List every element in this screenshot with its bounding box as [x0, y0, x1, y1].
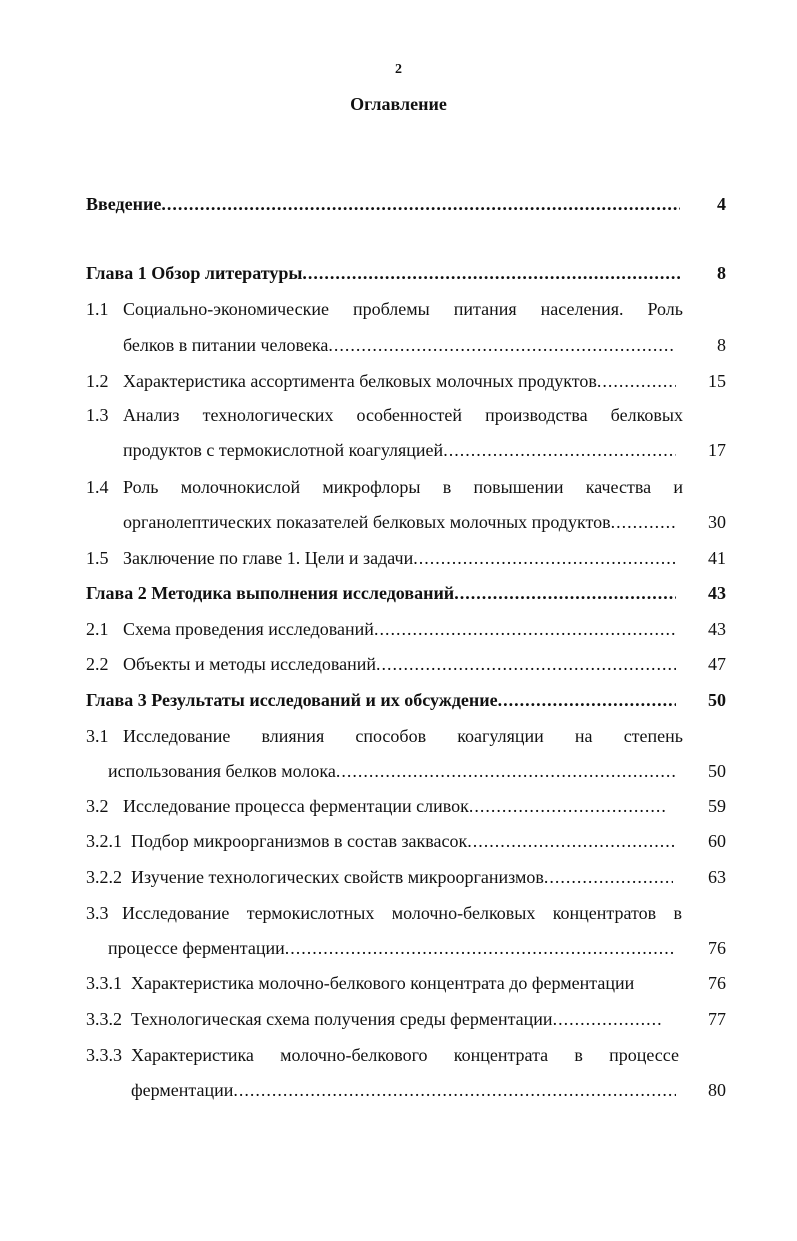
leader-dots	[498, 687, 676, 713]
toc-entry-label: Роль молочнокислой микрофлоры в повышении качества и	[123, 477, 683, 497]
leader-dots	[376, 651, 676, 677]
toc-page-number: 47	[708, 654, 726, 674]
toc-page-number: 77	[708, 1009, 726, 1029]
leader-dots	[413, 545, 676, 571]
toc-entry-label: продуктов с термокислотной коагуляцией	[123, 440, 444, 460]
toc-page-number: 30	[708, 512, 726, 532]
toc-section-number: 1.2	[86, 371, 109, 391]
toc-section-number: 3.3	[86, 903, 109, 923]
leader-dots	[469, 793, 668, 819]
toc-entry-chapter-2	[0, 580, 797, 606]
toc-entry-label: белков в питании человека	[123, 335, 329, 355]
leader-dots	[454, 580, 676, 606]
toc-section-number: 3.2.1	[86, 831, 122, 851]
toc-section-number: 1.4	[86, 477, 109, 497]
toc-section-number: 1.3	[86, 405, 109, 425]
toc-section-number: 2.1	[86, 619, 109, 639]
toc-entry-label: Подбор микроорганизмов в состав заквасок	[131, 831, 468, 851]
toc-page-number: 59	[708, 796, 726, 816]
leader-dots	[374, 616, 676, 642]
toc-entry-label: Социально-экономические проблемы питания населения. Роль	[123, 299, 683, 319]
leader-dots	[233, 1077, 676, 1103]
toc-entry-1-5	[0, 545, 797, 571]
toc-section-number: 2.2	[86, 654, 109, 674]
toc-entry-label: Характеристика ассортимента белковых молочных продуктов	[123, 371, 597, 391]
toc-page-number: 41	[708, 548, 726, 568]
toc-entry-3-3-1	[0, 970, 797, 996]
toc-page-number: 43	[708, 619, 726, 639]
page-title: Оглавление	[350, 94, 447, 114]
toc-entry-label: Исследование влияния способов коагуляции на степень	[123, 726, 683, 746]
toc-page-number: 76	[708, 938, 726, 958]
leader-dots	[336, 758, 676, 784]
leader-dots	[161, 191, 680, 217]
toc-page-number: 50	[708, 761, 726, 781]
toc-entry-intro	[0, 191, 797, 217]
toc-entry-1-3-cont	[0, 437, 797, 463]
toc-entry-3-2	[0, 793, 797, 819]
toc-entry-label: органолептических показателей белковых молочных продуктов	[123, 512, 611, 532]
toc-entry-label: процессе ферментации	[108, 938, 285, 958]
toc-entry-label: Исследование процесса ферментации сливок	[123, 796, 469, 816]
toc-page-number: 60	[708, 831, 726, 851]
page-number: 2	[395, 62, 402, 77]
toc-page-number: 15	[708, 371, 726, 391]
leader-dots	[597, 368, 676, 394]
toc-section-number: 3.3.3	[86, 1045, 122, 1065]
toc-entry-2-1	[0, 616, 797, 642]
toc-entry-1-4-cont	[0, 509, 797, 535]
leader-dots	[544, 864, 673, 890]
toc-entry-label: Глава 3 Результаты исследований и их обсуждение	[86, 690, 498, 710]
leader-dots	[302, 260, 680, 286]
toc-entry-3-3-3	[0, 1042, 797, 1068]
leader-dots	[443, 437, 676, 463]
toc-entry-label: Изучение технологических свойств микроорганизмов	[131, 867, 544, 887]
leader-dots	[611, 509, 676, 535]
leader-dots	[553, 1006, 661, 1032]
toc-entry-3-1	[0, 723, 797, 749]
toc-page-number: 63	[708, 867, 726, 887]
toc-entry-3-3-2	[0, 1006, 797, 1032]
toc-entry-label: Глава 1 Обзор литературы	[86, 263, 303, 283]
toc-entry-label: ферментации	[131, 1080, 234, 1100]
toc-page-number: 80	[708, 1080, 726, 1100]
toc-entry-1-3	[0, 402, 797, 428]
toc-section-number: 1.1	[86, 299, 109, 319]
toc-entry-3-3-3-cont	[0, 1077, 797, 1103]
toc-entry-3-3	[0, 900, 797, 926]
toc-section-number: 3.2	[86, 796, 109, 816]
toc-page-number: 8	[717, 335, 726, 355]
toc-entry-1-1	[0, 296, 797, 322]
toc-entry-label: Заключение по главе 1. Цели и задачи	[123, 548, 414, 568]
toc-page-number: 17	[708, 440, 726, 460]
toc-entry-chapter-3	[0, 687, 797, 713]
toc-section-number: 3.1	[86, 726, 109, 746]
toc-section-number: 3.2.2	[86, 867, 122, 887]
toc-entry-1-4	[0, 474, 797, 500]
toc-entry-3-2-1	[0, 828, 797, 854]
toc-entry-3-1-cont	[0, 758, 797, 784]
toc-entry-label: Характеристика молочно-белкового концентрата в процессе	[131, 1045, 679, 1065]
toc-entry-label: Объекты и методы исследований	[123, 654, 377, 674]
toc-page-number: 43	[708, 583, 726, 603]
toc-page-number: 76	[708, 973, 726, 993]
toc-entry-label: Исследование термокислотных молочно-белковых концентратов в	[122, 903, 682, 923]
toc-entry-label: Глава 2 Методика выполнения исследований	[86, 583, 455, 603]
toc-page-number: 4	[717, 194, 726, 214]
toc-entry-label: Технологическая схема получения среды ферментации	[131, 1009, 553, 1029]
toc-entry-3-2-2	[0, 864, 797, 890]
toc-entry-1-2	[0, 368, 797, 394]
leader-dots	[467, 828, 676, 854]
toc-entry-1-1-cont	[0, 332, 797, 358]
toc-page-number: 8	[717, 263, 726, 283]
toc-entry-2-2	[0, 651, 797, 677]
toc-section-number: 1.5	[86, 548, 109, 568]
toc-page-number: 50	[708, 690, 726, 710]
toc-entry-label: использования белков молока	[108, 761, 336, 781]
toc-entry-label: Схема проведения исследований	[123, 619, 374, 639]
toc-section-number: 3.3.1	[86, 973, 122, 993]
toc-entry-3-3-cont	[0, 935, 797, 961]
leader-dots	[328, 332, 676, 358]
toc-entry-chapter-1	[0, 260, 797, 286]
toc-entry-label: Введение	[86, 194, 162, 214]
toc-section-number: 3.3.2	[86, 1009, 122, 1029]
leader-dots	[285, 935, 676, 961]
toc-entry-label: Характеристика молочно-белкового концентрата до ферментации	[131, 973, 635, 993]
toc-entry-label: Анализ технологических особенностей производства белковых	[123, 405, 683, 425]
